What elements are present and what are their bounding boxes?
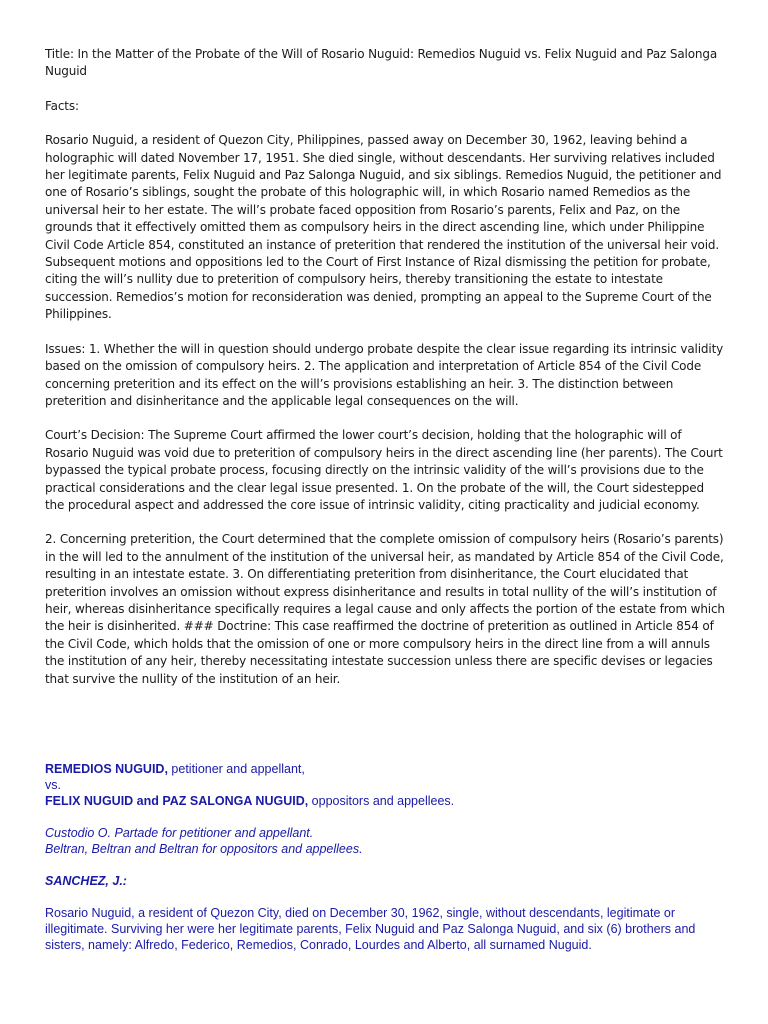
summary-title: Title: In the Matter of the Probate of the Will of Rosario Nuguid: Remedios Nuguid vs. Felix Nuguid and Paz Salonga Nuguid (45, 47, 718, 79)
facts-heading: Facts: (45, 98, 79, 113)
petitioner-role: petitioner and appellant, (167, 762, 305, 776)
case-text (45, 761, 725, 953)
facts-paragraph: Rosario Nuguid, a resident of Quezon City, Philippines, passed away on December 30, 1962, leaving behind a holographic will dated November 17, 1951. She died single, without descendants. Her surviving relatives included her legitimate parents, Felix Nuguid and Paz Salonga Nuguid, and six siblings. Remedios Nuguid, the petitioner and one of Rosario’s siblings, sought the probate of this holographic will, in which Rosario named Remedios as the universal heir to her estate. The will’s probate faced opposition from Rosario’s parents, Felix and Paz, on the grounds that it effectively omitted them as compulsory heirs in the direct ascending line, which under Philippine Civil Code Article 854, constituted an instance of preterition that rendered the institution of the universal heir void. Subsequent motions and oppositions led to the Court of First Instance of Rizal dismissing the petition for probate, citing the will’s nullity due to preterition of compulsory heirs, thereby transitioning the estate to intestate succession. Remedios’s motion for reconsideration was denied, prompting an appeal to the Supreme Court of the Philippines. (45, 133, 722, 322)
petitioner-name: REMEDIOS NUGUID, (45, 762, 168, 776)
counsel-respondent: Beltran, Beltran and Beltran for oppositors and appellees. (45, 842, 363, 856)
respondent-name: FELIX NUGUID and PAZ SALONGA NUGUID, (45, 794, 309, 808)
decision-paragraph: Court’s Decision: The Supreme Court affirmed the lower court’s decision, holding that the holographic will of Rosario Nuguid was void due to preterition of compulsory heirs in the direct ascending line (her parents). The Court bypassed the typical probate process, focusing directly on the intrinsic validity of the will’s provisions due to the practical considerations and the clear legal issue presented. 1. On the probate of the will, the Court sidestepped the procedural aspect and addressed the core issue of intrinsic validity, citing practicality and judicial economy. (45, 428, 723, 512)
respondent-role: oppositors and appellees. (308, 794, 455, 808)
versus-line: vs. (45, 778, 61, 792)
issues-paragraph: Issues: 1. Whether the will in question should undergo probate despite the clear issue regarding its intrinsic validity based on the omission of compulsory heirs. 2. The application and interpretation of Article 854 of the Civil Code concerning preterition and its effect on the will’s provisions establishing an heir. 3. The distinction between preterition and disinheritance and the applicable legal consequences on the will. (45, 341, 724, 408)
respondent-line (45, 793, 725, 809)
decision-continued-paragraph: 2. Concerning preterition, the Court determined that the complete omission of compulsory heirs (Rosario’s parents) in the will led to the annulment of the institution of the universal heir, as mandated by Article 854 of the Civil Code, resulting in an intestate estate. 3. On differentiating preterition from disinheritance, the Court elucidated that preterition involves an omission without express disinheritance and results in total nullity of the will’s institution of heir, whereas disinheritance specifically requires a legal cause and only affects the portion of the estate from which the heir is disinherited. ### Doctrine: This case reaffirmed the doctrine of preterition as outlined in Article 854 of the Civil Code, which holds that the omission of one or more compulsory heirs in the direct line from a will annuls the institution of any heir, thereby necessitating intestate succession unless there are specific devises or legacies that survive the nullity of the institution of an heir. (45, 532, 725, 686)
opening-paragraph: Rosario Nuguid, a resident of Quezon City, died on December 30, 1962, single, without descendants, legitimate or illegitimate. Surviving her were her legitimate parents, Felix Nuguid and Paz Salonga Nuguid, and six (6) brothers and sisters, namely: Alfredo, Federico, Remedios, Conrado, Lourdes and Alberto, all surnamed Nuguid. (45, 906, 696, 952)
ponente: SANCHEZ, J.: (45, 874, 127, 888)
petitioner-line (45, 761, 725, 777)
counsel-petitioner: Custodio O. Partade for petitioner and appellant. (45, 826, 314, 840)
case-summary (45, 46, 725, 705)
